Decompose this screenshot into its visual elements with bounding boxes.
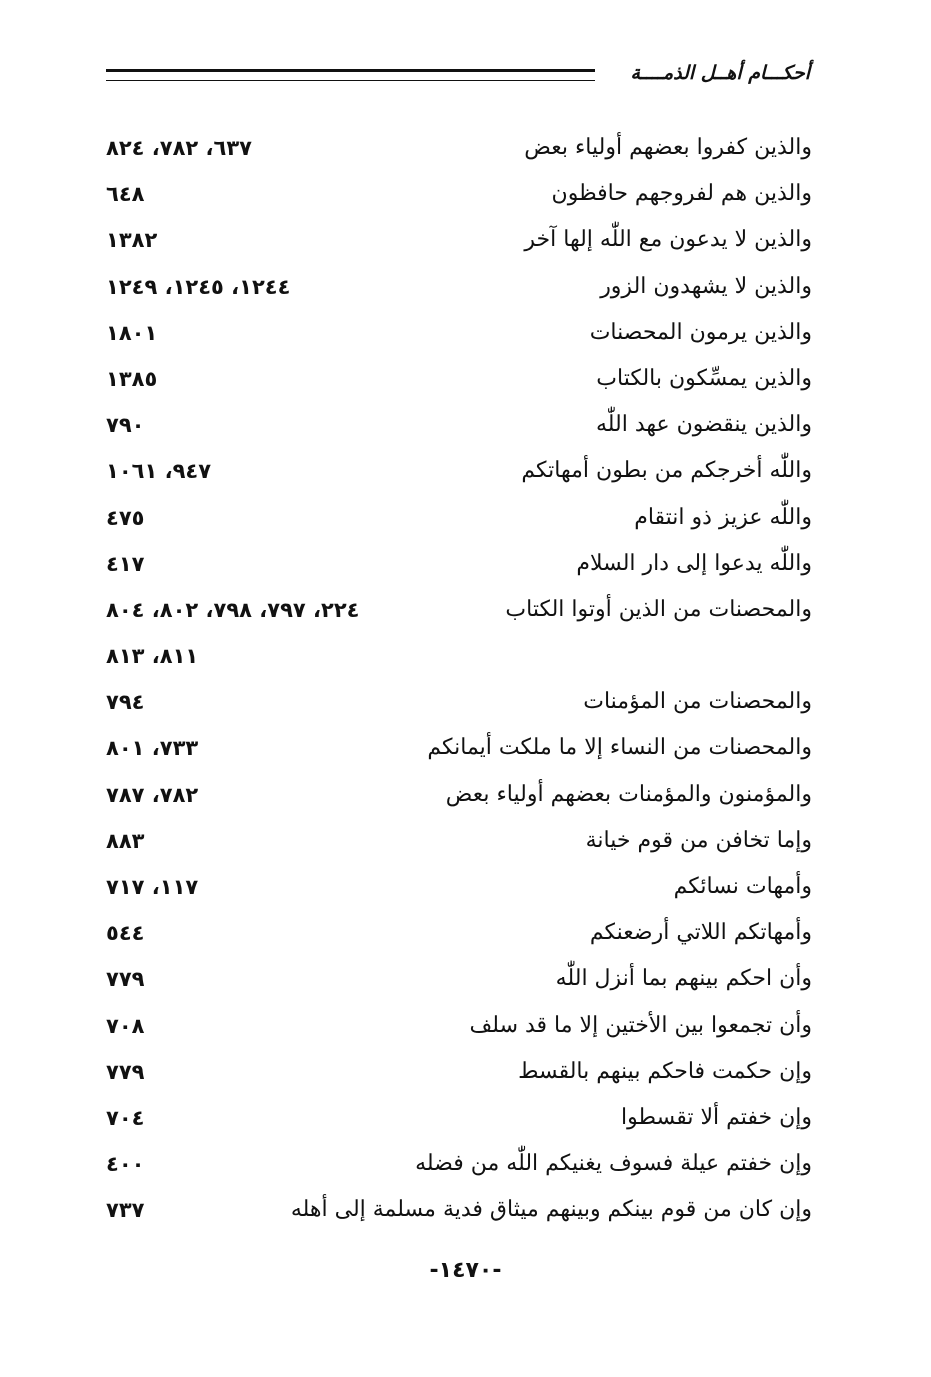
verse-text: وأن احكم بينهم بما أنزل اللّٰه [555,966,812,992]
index-row [100,267,812,313]
page-references: ٧٠٤ [106,1105,145,1130]
index-row [100,451,812,497]
index-row [100,913,812,959]
page-references: ٧٣٧ [106,1198,145,1223]
page-references: ١٢٤٤، ١٢٤٥، ١٢٤٩ [106,274,291,299]
index-row [100,1052,812,1098]
verse-text: والمؤمنون والمؤمنات بعضهم أولياء بعض [445,781,812,807]
page-references: ٨٨٣ [106,828,145,853]
page-references: ٦٤٨ [106,182,145,207]
verse-text: والذين يمسِّكون بالكتاب [596,365,812,391]
page-references: ١٣٨٥ [106,366,158,391]
verse-text: والمحصنات من الذين أوتوا الكتاب [505,596,812,622]
verse-text: واللّٰه يدعوا إلى دار السلام [576,550,812,576]
page-references: ١١٧، ٧١٧ [106,875,199,899]
index-row [100,1144,812,1190]
verse-text: والمحصنات من المؤمنات [583,689,812,715]
index-row [100,359,812,405]
page-references: ٧٠٨ [106,1013,145,1038]
page-references: ١٨٠١ [106,320,158,345]
verse-text: وإما تخافن من قوم خيانة [585,827,812,853]
index-row [100,498,812,544]
page-references: ٧٩٠ [106,413,145,438]
page-references: ٨١١، ٨١٣ [106,644,199,669]
page-references: ٩٤٧، ١٠٦١ [106,459,212,484]
page-number: -١٤٧٠- [429,1258,502,1283]
verse-text: وإن حكمت فاحكم بينهم بالقسط [518,1058,812,1084]
page-references: ٧٧٩ [106,1059,145,1084]
index-row [100,128,812,174]
verse-text: واللّٰه عزيز ذو انتقام [634,504,812,530]
verse-text: وإن كان من قوم بينكم وبينهم ميثاق فدية مسلمة إلى أهله [290,1197,812,1223]
verse-text: والذين ينقضون عهد اللّٰه [595,412,812,438]
index-row [100,1006,812,1052]
page-references: ٦٣٧، ٧٨٢، ٨٢٤ [106,136,252,160]
verse-text: والذين هم لفروجهم حافظون [551,181,812,207]
verse-text: وإن خفتم عيلة فسوف يغنيكم اللّٰه من فضله [415,1151,812,1177]
index-entries [100,128,812,1237]
verse-text: وإن خفتم ألا تقسطوا [621,1104,812,1130]
verse-text: وأمهات نسائكم [673,874,812,899]
page-references: ٧٧٩ [106,967,145,992]
index-row [100,959,812,1005]
verse-text: والذين لا يدعون مع اللّٰه إلها آخر [524,227,812,253]
verse-text: والمحصنات من النساء إلا ما ملكت أيمانكم [427,735,812,761]
verse-text: والذين كفروا بعضهم أولياء بعض [524,135,812,160]
page-references: ٤٧٥ [106,505,145,530]
verse-text: واللّٰه أخرجكم من بطون أمهاتكم [521,458,812,484]
page-references: ٧٣٣، ٨٠١ [106,736,199,761]
index-row [100,775,812,821]
index-row [100,544,812,590]
index-row [100,867,812,913]
page-references: ٧٨٢، ٧٨٧ [106,782,199,807]
verse-text: وأمهاتكم اللاتي أرضعنكم [589,920,812,946]
verse-text: والذين لا يشهدون الزور [600,273,812,299]
page-references: ١٣٨٢ [106,228,158,253]
verse-text: وأن تجمعوا بين الأختين إلا ما قد سلف [469,1012,812,1038]
running-header [106,60,810,86]
index-row [100,590,812,636]
index-row [100,1098,812,1144]
page-references: ٤٠٠ [106,1152,145,1177]
index-row [100,174,812,220]
page-references: ٢٢٤، ٧٩٧، ٧٩٨، ٨٠٢، ٨٠٤ [106,597,360,622]
index-row [100,405,812,451]
index-row [100,313,812,359]
index-row [100,728,812,774]
index-row [100,636,812,682]
header-title: أحكـــام أهــل الذمــــة [623,60,811,86]
verse-text: والذين يرمون المحصنات [589,319,812,345]
index-row [100,220,812,266]
page-references: ٤١٧ [106,551,145,576]
page-references: ٧٩٤ [106,690,145,715]
header-double-rule [106,69,595,81]
index-row [100,821,812,867]
index-row [100,1190,812,1236]
index-row [100,682,812,728]
page-references: ٥٤٤ [106,921,145,946]
